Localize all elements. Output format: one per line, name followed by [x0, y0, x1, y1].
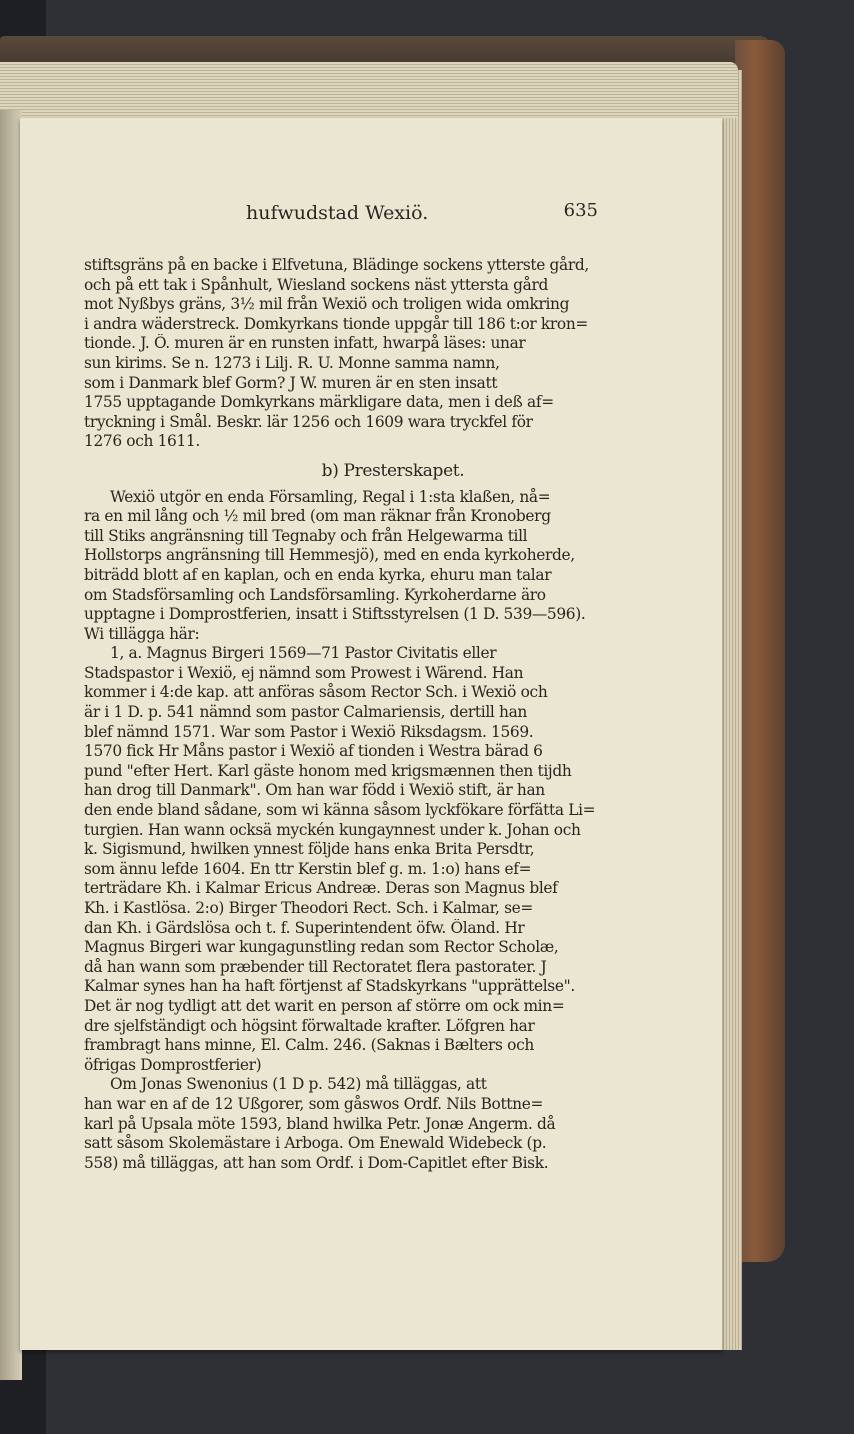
text-line: Det är nog tydligt att det warit en person af större om ock min= [84, 996, 565, 1015]
book-page [20, 118, 722, 1350]
text-line: 1570 fick Hr Måns pastor i Wexiö af tionden i Westra bärad 6 [84, 742, 543, 761]
text-line: Wexiö utgör en enda Församling, Regal i 1:sta klaßen, nå= [110, 487, 551, 506]
text-line: dre sjelfständigt och högsint förwaltade krafter. Löfgren har [84, 1016, 535, 1035]
text-line: karl på Upsala möte 1593, bland hwilka Petr. Jonæ Angerm. då [84, 1114, 556, 1133]
paragraph-1 [84, 256, 702, 452]
text-line: tionde. J. Ö. muren är en runsten infatt, hwarpå läses: unar [84, 334, 526, 353]
paragraph-3 [84, 644, 702, 1075]
text-line: är i 1 D. p. 541 nämnd som pastor Calmariensis, dertill han [84, 703, 527, 722]
text-line: Kalmar synes han ha haft förtjenst af Stadskyrkans "upprättelse". [84, 977, 575, 996]
running-head: hufwudstad Wexiö. [246, 202, 429, 224]
text-line: sun kirims. Se n. 1273 i Lilj. R. U. Monne samma namn, [84, 353, 500, 372]
text-line: i andra wäderstreck. Domkyrkans tionde uppgår till 186 t:or kron= [84, 314, 588, 333]
text-line: mot Nyßbys gräns, 3½ mil från Wexiö och troligen wida omkring [84, 295, 570, 314]
text-line: Stadspastor i Wexiö, ej nämnd som Prowest i Wärend. Han [84, 663, 524, 682]
text-line: frambragt hans minne, El. Calm. 246. (Saknas i Bælters och [84, 1036, 534, 1055]
paragraph-2 [84, 488, 702, 645]
text-line: då han wann som præbender till Rectoratet flera pastorater. J [84, 957, 547, 976]
text-line: 1, a. Magnus Birgeri 1569—71 Pastor Civitatis eller [110, 644, 497, 663]
text-line: 1755 upptagande Domkyrkans märkligare data, men i deß af= [84, 393, 554, 412]
section-heading: b) Presterskapet. [321, 461, 465, 481]
book-cover-right [735, 40, 785, 1262]
page-edge-left [0, 110, 22, 1380]
text-line: pund "efter Hert. Karl gäste honom med krigsmænnen then tijdh [84, 761, 572, 780]
text-line: turgien. Han wann ocksä myckén kungaynnest under k. Johan och [84, 820, 581, 839]
text-line: om Stadsförsamling och Landsförsamling. Kyrkoherdarne äro [84, 585, 546, 604]
text-line: och på ett tak i Spånhult, Wiesland sockens näst yttersta gård [84, 275, 549, 294]
page-number: 635 [563, 200, 598, 221]
text-line: Magnus Birgeri war kungagunstling redan som Rector Scholæ, [84, 938, 559, 957]
text-line: biträdd blott af en kaplan, och en enda kyrka, ehuru man talar [84, 565, 552, 584]
text-line: kommer i 4:de kap. att anföras såsom Rector Sch. i Wexiö och [84, 683, 548, 702]
text-line: tryckning i Smål. Beskr. lär 1256 och 1609 wara tryckfel för [84, 412, 533, 431]
text-line: Hollstorps angränsning till Hemmesjö), med en enda kyrkoherde, [84, 546, 575, 565]
text-line: till Stiks angränsning till Tegnaby och från Helgewarma till [84, 526, 528, 545]
text-line: som i Danmark blef Gorm? J W. muren är en sten insatt [84, 373, 498, 392]
text-line: terträdare Kh. i Kalmar Ericus Andreæ. Deras son Magnus blef [84, 879, 558, 898]
text-line: han war en af de 12 Ußgorer, som gåswos Ordf. Nils Bottne= [84, 1094, 544, 1113]
text-line: han drog till Danmark". Om han war född i Wexiö stift, är han [84, 781, 545, 800]
text-line: upptagne i Domprostferien, insatt i Stiftsstyrelsen (1 D. 539—596). [84, 605, 586, 624]
paragraph-4 [84, 1075, 702, 1173]
text-line: dan Kh. i Gärdslösa och t. f. Superintendent öfw. Öland. Hr [84, 918, 525, 937]
text-line: Wi tillägga här: [84, 624, 200, 643]
text-line: 1276 och 1611. [84, 432, 200, 451]
text-line: som ännu lefde 1604. En ttr Kerstin blef g. m. 1:o) hans ef= [84, 859, 532, 878]
body-text [84, 256, 702, 1173]
text-line: 558) må tilläggas, att han som Ordf. i Dom-Capitlet efter Bisk. [84, 1153, 549, 1172]
text-line: Kh. i Kastlösa. 2:o) Birger Theodori Rect. Sch. i Kalmar, se= [84, 899, 533, 917]
text-line: blef nämnd 1571. War som Pastor i Wexiö Riksdagsm. 1569. [84, 722, 534, 741]
text-line: ra en mil lång och ½ mil bred (om man räknar från Kronoberg [84, 507, 551, 526]
text-line: den ende bland sådane, som wi känna såsom lyckfökare förfätta Li= [84, 801, 596, 820]
text-line: satt såsom Skolemästare i Arboga. Om Enewald Widebeck (p. [84, 1134, 547, 1153]
text-line: öfrigas Domprostferier) [84, 1055, 262, 1074]
page-edges-top [0, 62, 738, 118]
page-header [20, 200, 722, 230]
text-line: Om Jonas Swenonius (1 D p. 542) må tilläggas, att [110, 1075, 487, 1094]
text-line: k. Sigismund, hwilken ynnest följde hans enka Brita Persdtr, [84, 840, 535, 859]
text-line: stiftsgräns på en backe i Elfvetuna, Blädinge sockens ytterste gård, [84, 256, 589, 274]
